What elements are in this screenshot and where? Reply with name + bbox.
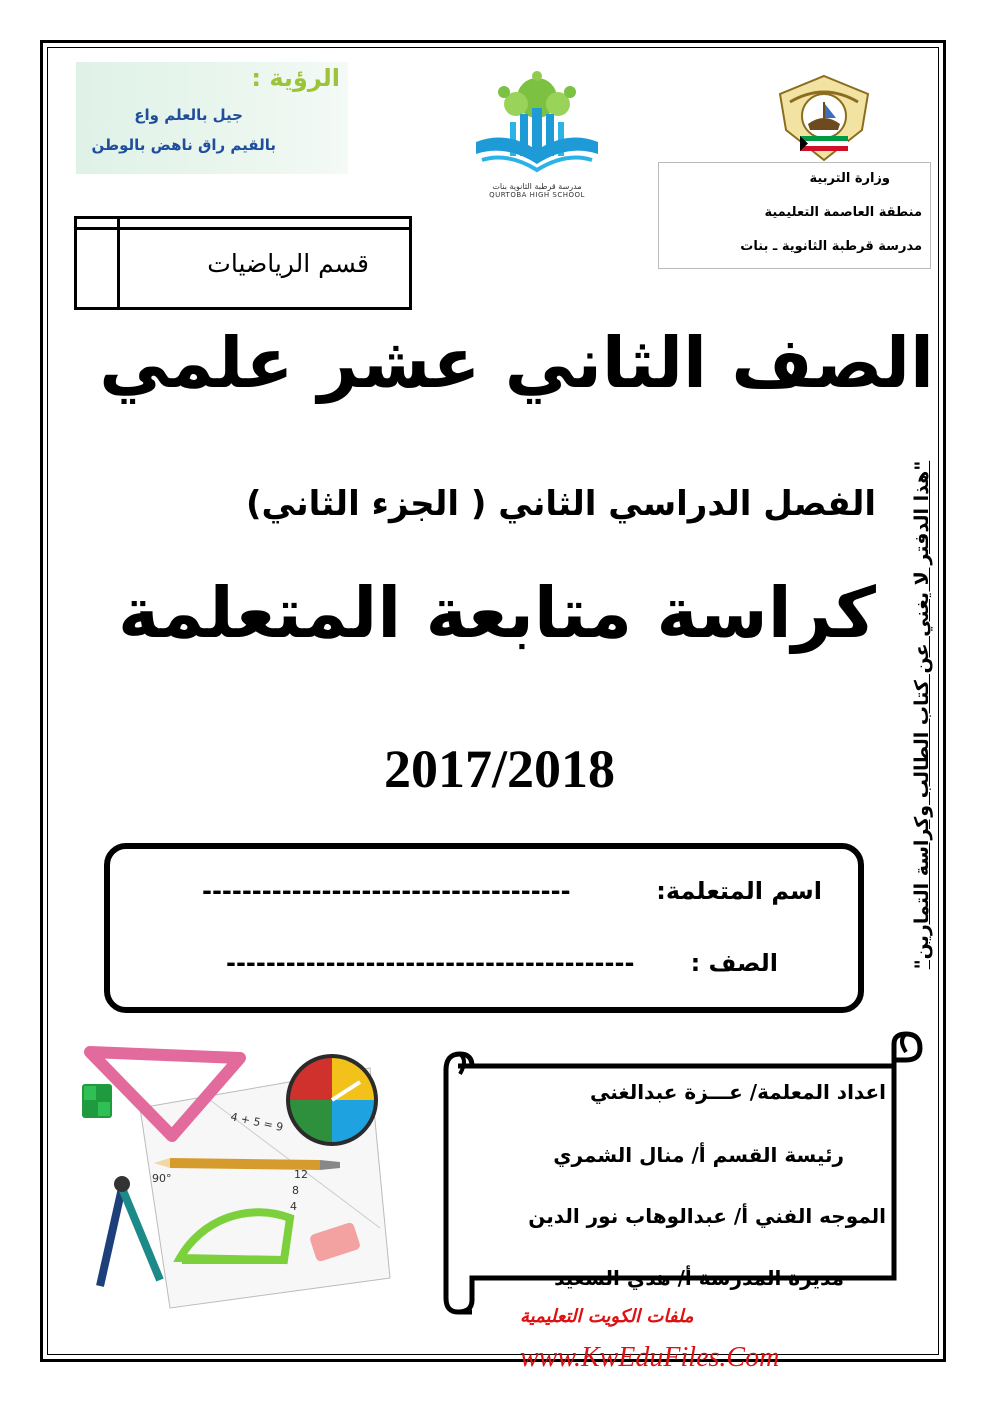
vision-line-2: بالقيم راق ناهض بالوطن xyxy=(91,136,276,154)
ministry-line-3: مدرسة قرطبة الثانوية ـ بنات xyxy=(740,239,922,254)
math-illustration xyxy=(80,1028,400,1310)
vision-banner xyxy=(76,62,348,174)
math-tools-icon xyxy=(80,1028,400,1310)
ministry-line-2: منطقة العاصمة التعليمية xyxy=(764,205,922,220)
department-box xyxy=(74,216,412,310)
card-equation: 4 + 5 = 9 xyxy=(229,1110,285,1135)
student-class-label: الصف : xyxy=(690,949,778,977)
student-name-label: اسم المتعلمة: xyxy=(656,877,822,905)
ministry-line-1: وزارة التربية xyxy=(809,171,890,186)
department-divider xyxy=(117,219,120,307)
kuwait-emblem-icon xyxy=(770,72,878,164)
ministry-emblem xyxy=(770,72,878,164)
school-logo-icon xyxy=(468,70,606,182)
ministry-header xyxy=(658,162,931,269)
credits-scroll xyxy=(428,1030,924,1320)
credit-prepared: اعداد المعلمة/ عـــزة عبدالغني xyxy=(590,1080,886,1104)
student-info-box xyxy=(104,843,864,1013)
grade-title: الصف الثاني عشر علمي xyxy=(99,322,934,404)
school-logo-caption-ar: مدرسة قرطبة الثانوية بنات xyxy=(492,182,582,191)
school-logo-caption-en: QURTOBA HIGH SCHOOL xyxy=(489,191,585,199)
vision-title: الرؤية : xyxy=(251,64,340,92)
academic-year: 2017/2018 xyxy=(384,739,616,799)
semester-title: الفصل الدراسي الثاني ( الجزء الثاني) xyxy=(245,484,876,524)
card-4: 4 xyxy=(290,1200,297,1213)
card-90: 90° xyxy=(152,1172,172,1185)
student-name-line[interactable]: ------------------------------------- xyxy=(202,877,571,905)
credit-principal: مديرة المدرسة أ/ هدي السعيد xyxy=(554,1266,844,1290)
book-title: كراسة متابعة المتعلمة xyxy=(118,572,876,654)
vision-line-1: جيل بالعلم واع xyxy=(134,106,243,124)
student-class-line[interactable]: ----------------------------------------- xyxy=(226,949,635,977)
side-note xyxy=(902,450,942,980)
department-label: قسم الرياضيات xyxy=(207,249,369,278)
card-12: 12 xyxy=(294,1168,308,1181)
card-8: 8 xyxy=(292,1184,299,1197)
credit-supervisor: الموجه الفني أ/ عبدالوهاب نور الدين xyxy=(528,1204,886,1228)
side-note-text: "هذا الدفتر لا يغني عن كتاب الطالب وكراسة التمارين" xyxy=(911,460,933,970)
watermark-url[interactable]: www.KwEduFiles.Com xyxy=(520,1342,780,1373)
credit-head: رئيسة القسم أ/ منال الشمري xyxy=(553,1143,844,1167)
watermark-arabic: ملفات الكويت التعليمية xyxy=(520,1306,694,1327)
school-logo xyxy=(468,70,606,200)
